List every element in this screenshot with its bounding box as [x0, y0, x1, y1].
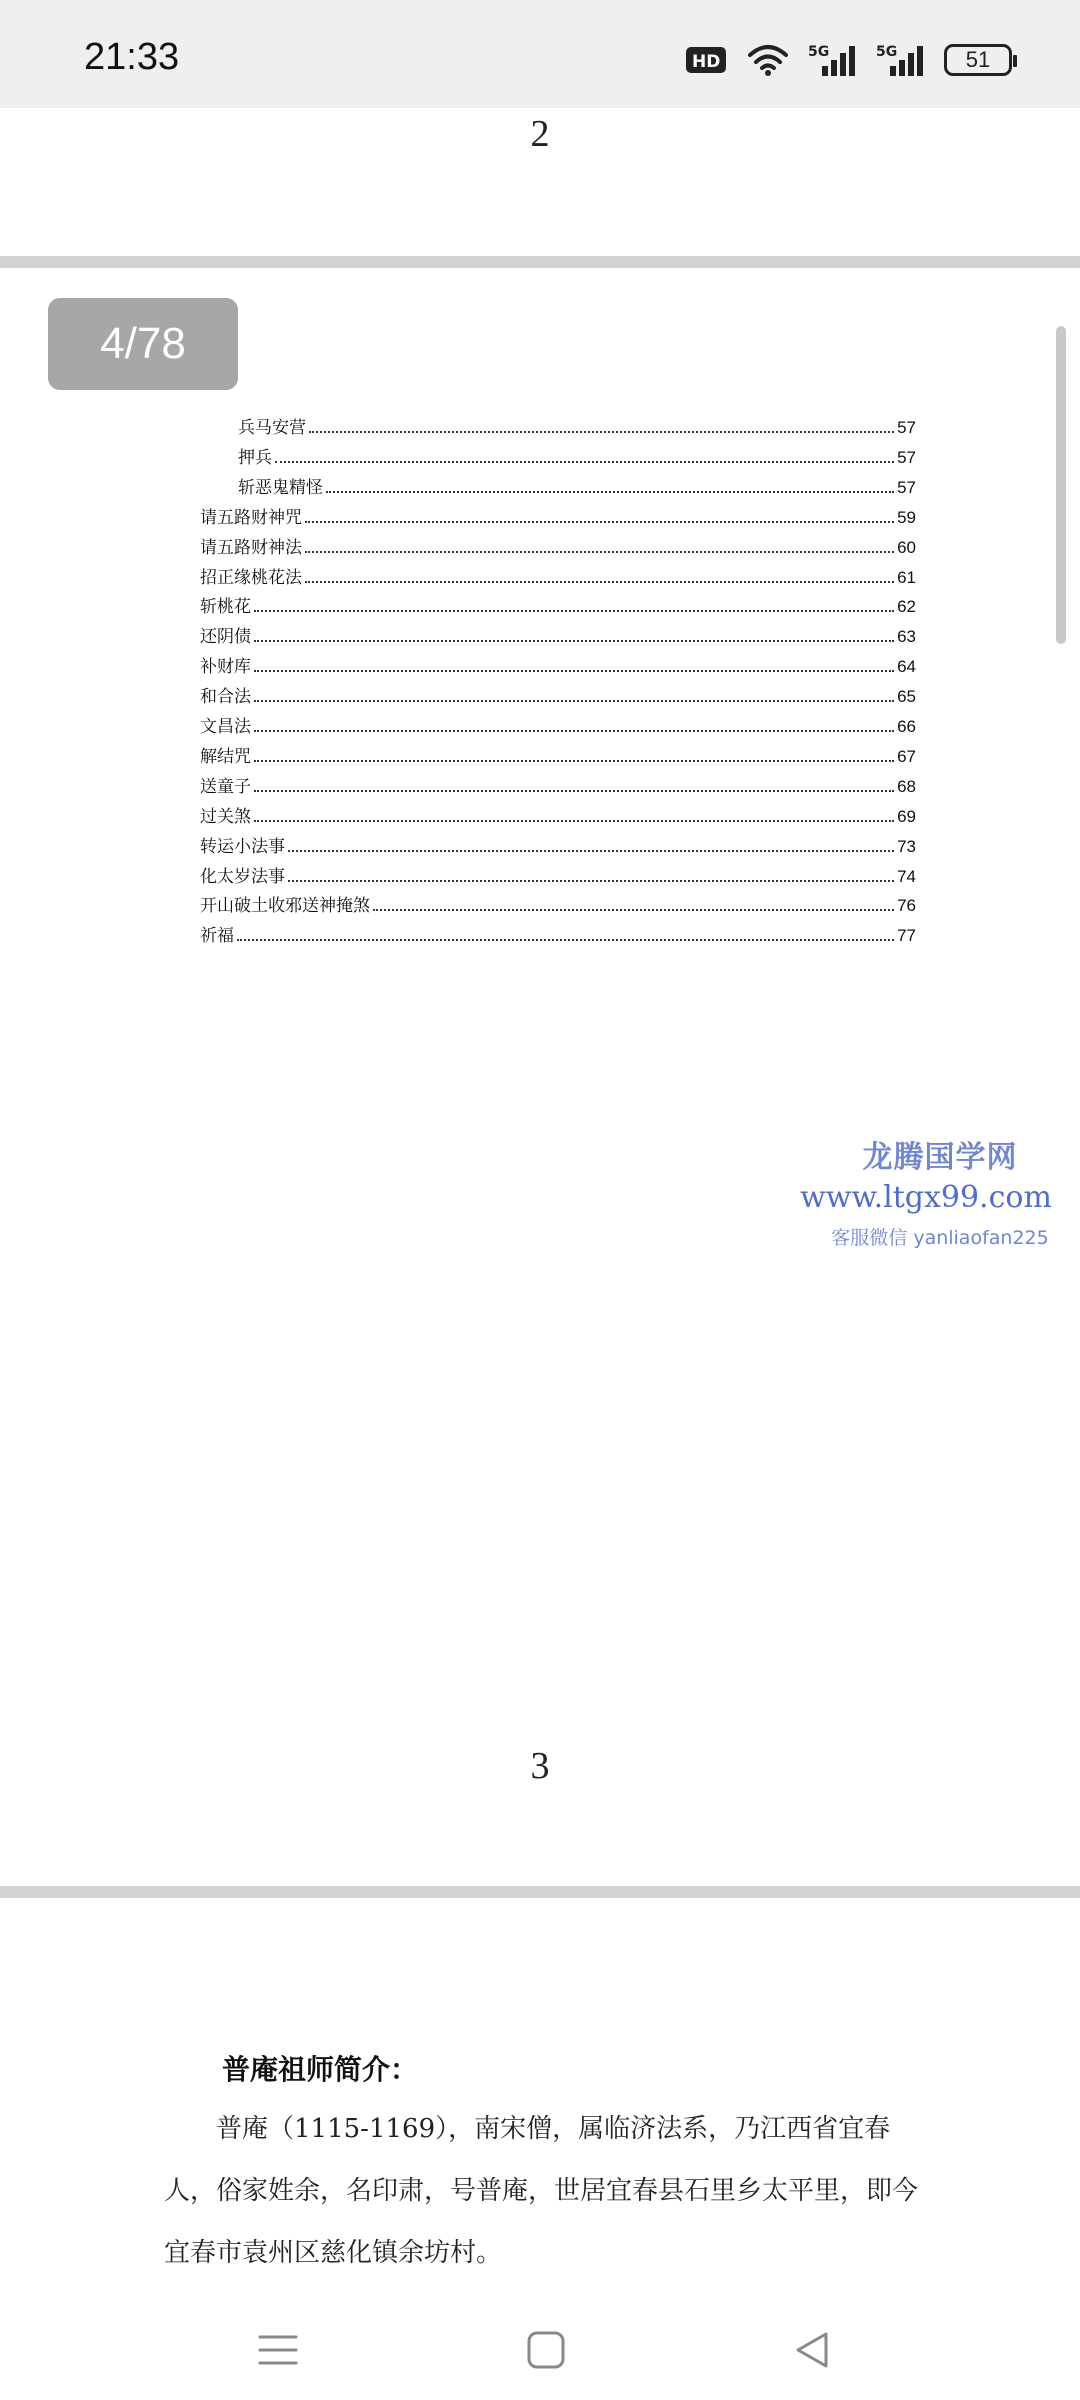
toc-row[interactable] — [200, 827, 916, 857]
toc-entry-page: 57 — [897, 477, 916, 497]
toc-leader-dots — [237, 939, 894, 941]
toc-entry-title: 还阴债 — [200, 627, 251, 648]
toc-entry-page: 66 — [897, 717, 916, 736]
toc-entry-page: 76 — [897, 896, 916, 916]
article-heading: 普庵祖师简介： — [222, 2053, 419, 2086]
toc-row[interactable] — [200, 857, 916, 887]
toc-row[interactable] — [200, 558, 916, 588]
back-icon — [792, 2330, 832, 2370]
battery-indicator: 51 — [944, 44, 1012, 76]
toc-entry-title: 斩桃花 — [200, 597, 251, 618]
toc-leader-dots — [326, 491, 894, 493]
toc-leader-dots — [288, 880, 894, 882]
toc-row[interactable] — [200, 587, 916, 617]
toc-leader-dots — [254, 640, 894, 642]
svg-text:HD: HD — [692, 52, 721, 72]
home-icon — [526, 2330, 566, 2370]
toc-entry-page: 74 — [897, 866, 916, 886]
toc-entry-title: 兵马安营 — [238, 418, 306, 438]
toc-entry-page: 68 — [897, 776, 916, 796]
menu-icon — [258, 2332, 298, 2368]
toc-leader-dots — [305, 551, 894, 553]
toc-entry-page: 69 — [897, 806, 916, 826]
home-button[interactable] — [516, 2320, 576, 2380]
toc-entry-page: 63 — [897, 627, 916, 647]
toc-entry-title: 招正缘桃花法 — [200, 567, 302, 588]
status-icons — [686, 40, 1012, 80]
status-bar — [0, 0, 1080, 108]
toc-leader-dots — [305, 521, 894, 523]
toc-entry-page: 61 — [897, 567, 916, 587]
signal-5g-icon-1 — [808, 42, 856, 78]
toc-entry-page: 60 — [897, 537, 916, 557]
toc-entry-title: 押兵 — [238, 447, 272, 468]
toc-row[interactable] — [200, 528, 916, 558]
toc-leader-dots — [254, 700, 894, 702]
toc-entry-page: 65 — [897, 687, 916, 707]
page-indicator[interactable]: 4/78 — [48, 298, 238, 390]
toc-entry-page: 64 — [897, 657, 916, 677]
page-divider — [0, 256, 1080, 268]
navigation-bar — [0, 2300, 1080, 2400]
toc-entry-title: 祈福 — [200, 926, 234, 947]
toc-entry-title: 文昌法 — [200, 717, 251, 737]
page-divider — [0, 1886, 1080, 1898]
hd-icon — [686, 45, 728, 75]
toc-leader-dots — [254, 730, 894, 732]
toc-leader-dots — [373, 909, 894, 911]
toc-row[interactable] — [200, 737, 916, 767]
toc-leader-dots — [288, 850, 894, 852]
toc-entry-page: 62 — [897, 597, 916, 617]
toc-entry-title: 补财库 — [200, 657, 251, 678]
toc-row[interactable] — [238, 468, 916, 498]
article-body: 普庵（1115-1169），南宋僧，属临济法系，乃江西省宜春人，俗家姓余，名印肃，号普庵，世居宜春县石里乡太平里，即今宜春市袁州区慈化镇余坊村。 — [164, 2114, 919, 2268]
toc-row[interactable] — [200, 886, 916, 916]
toc-row[interactable] — [200, 677, 916, 707]
toc-entry-title: 请五路财神法 — [200, 537, 302, 558]
toc-entry-title: 开山破土收邪送神掩煞 — [200, 896, 370, 917]
page-number-top: 2 — [530, 113, 550, 155]
toc-entry-title: 化太岁法事 — [200, 866, 285, 887]
toc-entry-page: 67 — [897, 746, 916, 766]
toc-row[interactable] — [200, 498, 916, 528]
toc-leader-dots — [254, 760, 894, 762]
toc-entry-title: 转运小法事 — [200, 836, 285, 857]
toc-entry-title: 和合法 — [200, 687, 251, 708]
svg-text:5G: 5G — [808, 44, 830, 60]
toc-leader-dots — [254, 610, 894, 612]
scrollbar-thumb[interactable] — [1056, 326, 1066, 644]
toc-entry-page: 59 — [897, 507, 916, 527]
page-number-bottom: 3 — [530, 1745, 550, 1787]
menu-button[interactable] — [248, 2320, 308, 2380]
toc-entry-title: 送童子 — [200, 776, 251, 797]
toc-leader-dots — [254, 790, 894, 792]
toc-entry-page: 77 — [897, 926, 916, 946]
toc-leader-dots — [254, 820, 894, 822]
toc-row[interactable] — [200, 916, 916, 946]
toc-row[interactable] — [200, 707, 916, 737]
toc-row[interactable] — [200, 617, 916, 647]
toc-row[interactable] — [238, 408, 916, 438]
toc-entry-page: 57 — [897, 418, 916, 437]
toc-entry-title: 斩恶鬼精怪 — [238, 477, 323, 498]
svg-text:5G: 5G — [876, 44, 898, 60]
toc-entry-page: 57 — [897, 447, 916, 467]
toc-entry-page: 73 — [897, 836, 916, 856]
toc-row[interactable] — [200, 767, 916, 797]
toc-row[interactable] — [200, 647, 916, 677]
watermark-title: 龙腾国学网 — [862, 1140, 1018, 1175]
toc-leader-dots — [275, 461, 894, 463]
toc-leader-dots — [309, 431, 894, 433]
watermark — [800, 1132, 1080, 1250]
status-time: 21:33 — [84, 36, 180, 78]
toc-row[interactable] — [200, 797, 916, 827]
toc-leader-dots — [305, 581, 894, 583]
signal-5g-icon-2 — [876, 42, 924, 78]
watermark-contact: 客服微信 yanliaofan225 — [831, 1227, 1049, 1249]
toc-entry-title: 过关煞 — [200, 806, 251, 827]
back-button[interactable] — [782, 2320, 842, 2380]
watermark-url: www.ltgx99.com — [800, 1180, 1052, 1215]
toc-leader-dots — [254, 670, 894, 672]
toc-row[interactable] — [238, 438, 916, 468]
toc-entry-title: 请五路财神咒 — [200, 507, 302, 528]
wifi-icon — [748, 43, 788, 77]
toc-entry-title: 解结咒 — [200, 746, 251, 767]
